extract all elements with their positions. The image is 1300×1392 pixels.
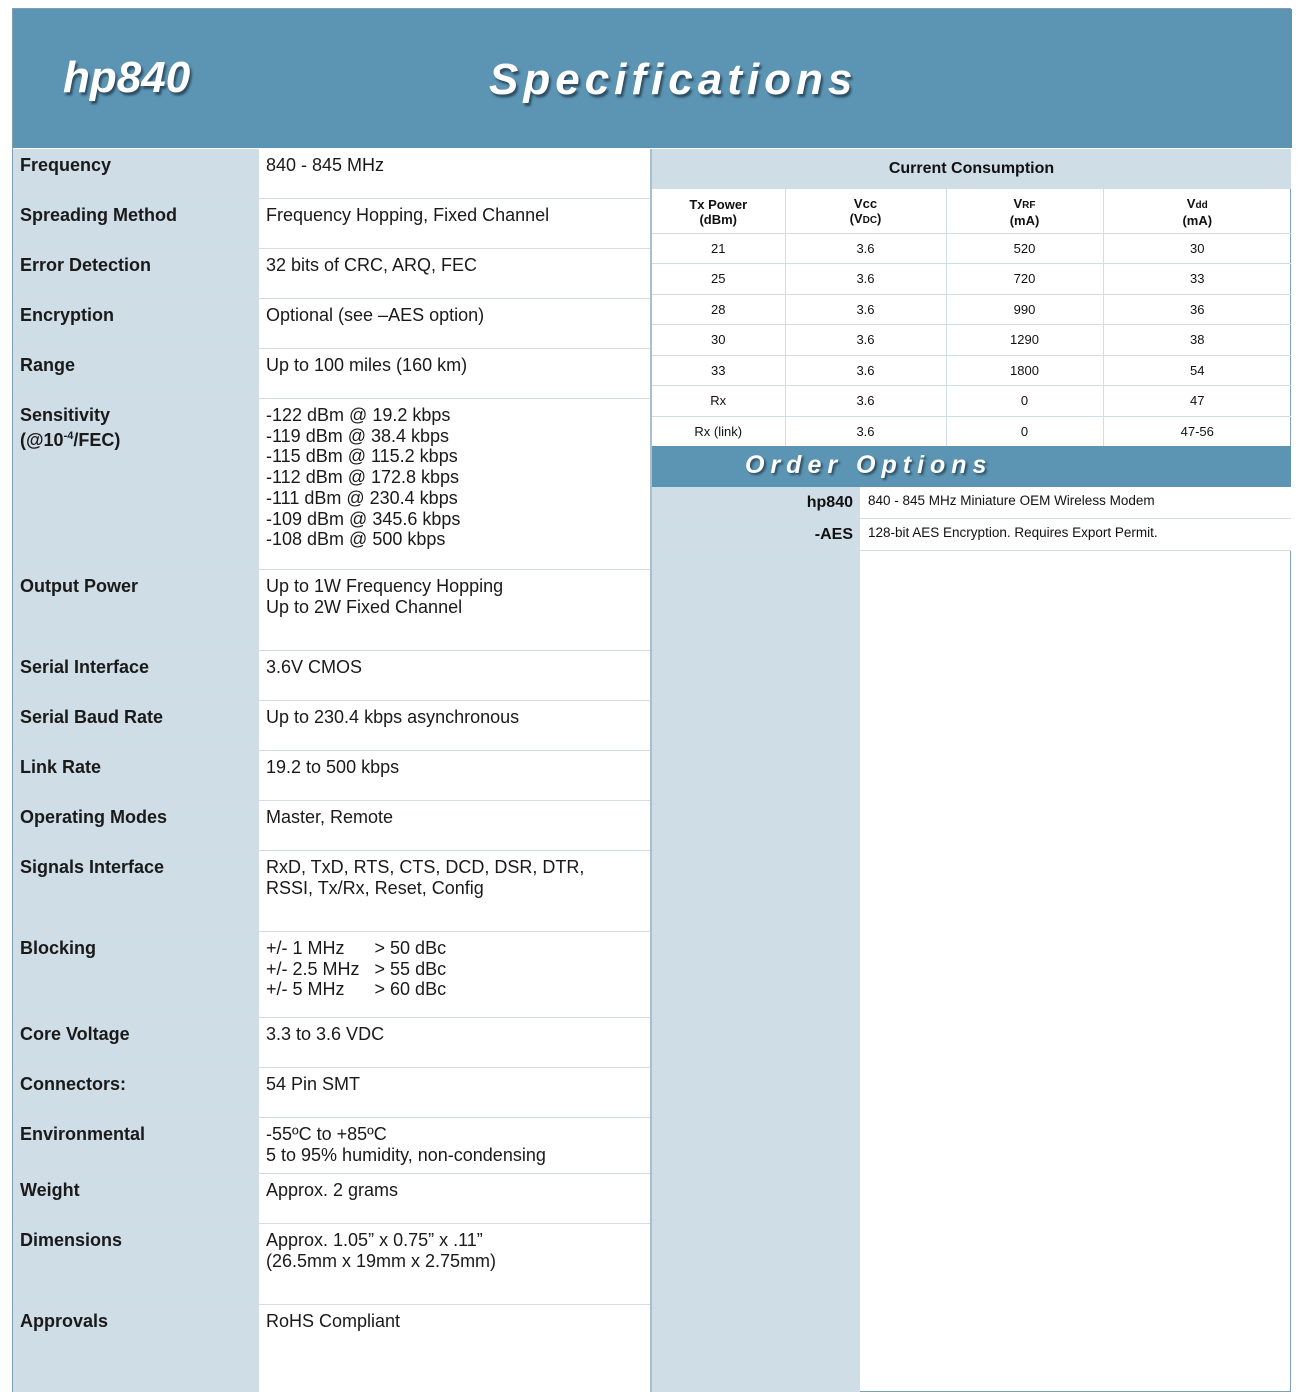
spec-label: Connectors: [13, 1068, 259, 1117]
table-cell: 3.6 [785, 233, 946, 264]
table-cell: 0 [946, 386, 1103, 417]
spec-value: Frequency Hopping, Fixed Channel [259, 199, 650, 248]
spec-row [13, 1068, 650, 1118]
spec-value: RxD, TxD, RTS, CTS, DCD, DSR, DTR, RSSI, Tx/Rx, Reset, Config [259, 851, 650, 931]
table-cell: 3.6 [785, 355, 946, 386]
current-consumption-title: Current Consumption [652, 149, 1291, 189]
spec-label: Operating Modes [13, 801, 259, 850]
spec-label: Approvals [13, 1305, 259, 1392]
table-cell: 1800 [946, 355, 1103, 386]
spec-row [13, 1118, 650, 1174]
table-row [652, 416, 1291, 447]
order-options-header [652, 446, 1291, 487]
table-cell: 28 [652, 294, 785, 325]
spec-label: Output Power [13, 570, 259, 650]
table-row [652, 264, 1291, 295]
header-banner [13, 9, 1292, 149]
spec-value: Up to 100 miles (160 km) [259, 349, 650, 398]
spec-row [13, 399, 650, 570]
spec-value: RoHS Compliant [259, 1305, 650, 1392]
column-header-vcc: Vcc (VDC) [785, 189, 946, 233]
current-consumption-table [652, 189, 1291, 447]
brand-name: hp840 [63, 53, 191, 102]
table-cell: 0 [946, 416, 1103, 447]
table-cell: Rx [652, 386, 785, 417]
table-cell: 30 [652, 325, 785, 356]
table-cell: 47 [1103, 386, 1291, 417]
table-cell: 47-56 [1103, 416, 1291, 447]
spec-row [13, 701, 650, 751]
spec-row [13, 651, 650, 701]
spec-label [13, 399, 259, 569]
spec-value: Optional (see –AES option) [259, 299, 650, 348]
table-cell: 33 [1103, 264, 1291, 295]
spec-label: Signals Interface [13, 851, 259, 931]
spec-value: +/- 1 MHz > 50 dBc +/- 2.5 MHz > 55 dBc +/- 5 MHz > 60 dBc [259, 932, 650, 1017]
spec-value: Up to 230.4 kbps asynchronous [259, 701, 650, 750]
spec-value: Up to 1W Frequency Hopping Up to 2W Fixed Channel [259, 570, 650, 650]
table-row [652, 355, 1291, 386]
spec-row [13, 349, 650, 399]
spec-value: 54 Pin SMT [259, 1068, 650, 1117]
spec-value: 32 bits of CRC, ARQ, FEC [259, 249, 650, 298]
table-cell: 33 [652, 355, 785, 386]
table-cell: 38 [1103, 325, 1291, 356]
spec-label: Environmental [13, 1118, 259, 1173]
spec-value: Approx. 2 grams [259, 1174, 650, 1223]
order-option-code: hp840 [806, 494, 853, 511]
order-option-row [652, 487, 1291, 519]
spec-value: -55ºC to +85ºC 5 to 95% humidity, non-condensing [259, 1118, 650, 1173]
spec-sheet [12, 8, 1291, 1392]
spec-label: Dimensions [13, 1224, 259, 1304]
table-cell: 520 [946, 233, 1103, 264]
table-row [652, 325, 1291, 356]
table-cell: 1290 [946, 325, 1103, 356]
table-cell: 25 [652, 264, 785, 295]
spec-value: 3.3 to 3.6 VDC [259, 1018, 650, 1067]
table-cell: 54 [1103, 355, 1291, 386]
spec-value: 3.6V CMOS [259, 651, 650, 700]
spec-value: Master, Remote [259, 801, 650, 850]
table-cell: 3.6 [785, 416, 946, 447]
spec-value: 840 - 845 MHz [259, 149, 650, 198]
spec-label: Encryption [13, 299, 259, 348]
column-header-tx-power: Tx Power (dBm) [652, 189, 785, 233]
order-option-row [652, 519, 1291, 551]
table-cell: Rx (link) [652, 416, 785, 447]
spec-row [13, 1174, 650, 1224]
table-row [652, 294, 1291, 325]
spec-label: Serial Baud Rate [13, 701, 259, 750]
spec-row [13, 249, 650, 299]
table-cell: 21 [652, 233, 785, 264]
spec-row [13, 851, 650, 932]
table-cell: 3.6 [785, 264, 946, 295]
spec-value: Approx. 1.05” x 0.75” x .11” (26.5mm x 19mm x 2.75mm) [259, 1224, 650, 1304]
table-cell: 3.6 [785, 294, 946, 325]
table-cell: 720 [946, 264, 1103, 295]
table-cell: 3.6 [785, 386, 946, 417]
table-cell: 3.6 [785, 325, 946, 356]
order-options-title: Order Options [745, 451, 993, 479]
column-header-vdd: Vdd (mA) [1103, 189, 1291, 233]
spec-label: Serial Interface [13, 651, 259, 700]
order-option-description: 840 - 845 MHz Miniature OEM Wireless Modem [860, 487, 1291, 518]
spec-row [13, 801, 650, 851]
order-option-code: -AES [814, 526, 853, 543]
spec-row [13, 570, 650, 651]
column-header-vrf: VRF (mA) [946, 189, 1103, 233]
spec-label-line2: $(@10^{-4}/FEC)$ [20, 430, 121, 450]
table-row [652, 233, 1291, 264]
page-title: Specifications [489, 55, 858, 104]
spec-value: 19.2 to 500 kbps [259, 751, 650, 800]
spec-value: -122 dBm @ 19.2 kbps -119 dBm @ 38.4 kbps -115 dBm @ 115.2 kbps -112 dBm @ 172.8 kbps -111 dBm @ 230.4 kbps -109 dBm @ 345.6 kbps -108 dBm @ 500 kbps [259, 399, 650, 569]
spec-label: Range [13, 349, 259, 398]
spec-row [13, 1224, 650, 1305]
spec-label-line1: Sensitivity [20, 405, 111, 425]
spec-label: Weight [13, 1174, 259, 1223]
spec-label: Link Rate [13, 751, 259, 800]
table-row [652, 386, 1291, 417]
table-cell: 990 [946, 294, 1103, 325]
spec-row [13, 299, 650, 349]
spec-row [13, 751, 650, 801]
table-cell: 30 [1103, 233, 1291, 264]
order-options-label-column [652, 487, 860, 1392]
spec-row [13, 149, 650, 199]
spec-label: Error Detection [13, 249, 259, 298]
table-header-row [652, 189, 1291, 233]
spec-label: Blocking [13, 932, 259, 1017]
spec-row [13, 1018, 650, 1068]
spec-row [13, 932, 650, 1018]
spec-row [13, 199, 650, 249]
spec-row [13, 1305, 650, 1392]
table-cell: 36 [1103, 294, 1291, 325]
spec-label: Core Voltage [13, 1018, 259, 1067]
spec-label: Spreading Method [13, 199, 259, 248]
spec-label: Frequency [13, 149, 259, 198]
order-option-description: 128-bit AES Encryption. Requires Export Permit. [860, 519, 1291, 550]
